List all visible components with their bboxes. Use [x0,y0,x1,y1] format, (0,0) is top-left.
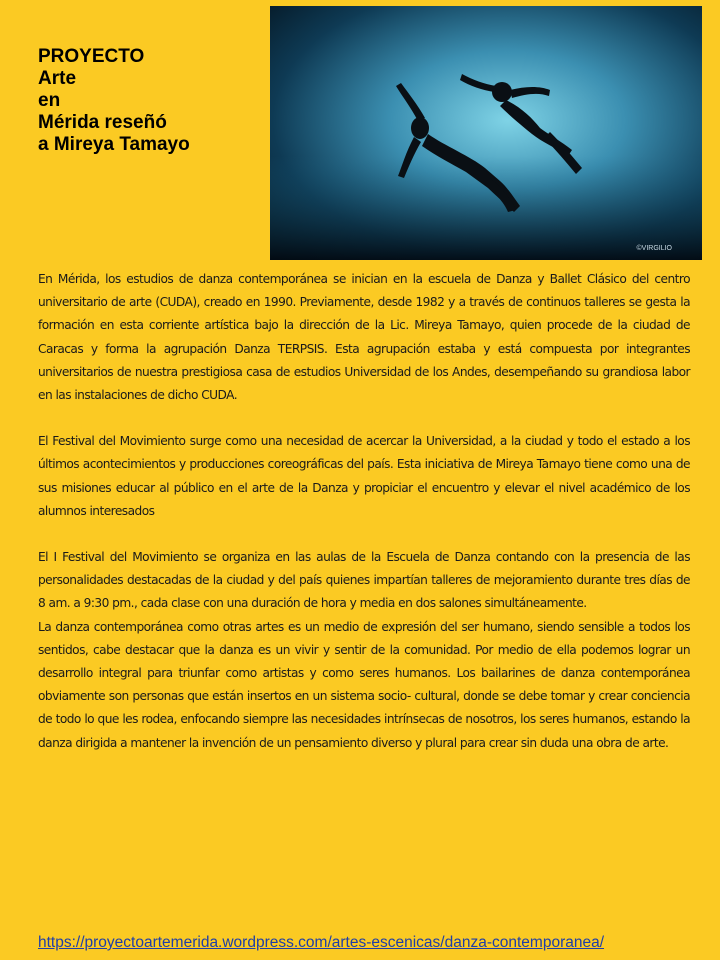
title-line-5: a Mireya Tamayo [38,134,190,155]
paragraph-4: La danza contemporánea como otras artes es un medio de expresión del ser humano, siendo sensible a todos los sentidos, cabe destacar que la danza es un vivir y sentir de la comunidad. Por medio de ella podemos lograr un desarrollo integral para triunfar como artistas y como seres humanos. Los bailarines de danza contemporánea obviamente son personas que están insertos en un sistema socio- cultural, donde se debe tomar y crear conciencia de todo lo que les rodea, enfocando siempre las necesidades intrínsecas de nosotros, los seres humanos, estando la danza dirigida a mantener la invención de un pensamiento diverso y plural para crear sin duda una obra de arte. [38,619,690,750]
title-line-4: Mérida reseñó [38,112,167,133]
source-link[interactable]: https://proyectoartemerida.wordpress.com/artes-escenicas/danza-contemporanea/ [38,934,605,951]
dancers-illustration [270,6,702,260]
paragraph-3: El I Festival del Movimiento se organiza en las aulas de la Escuela de Danza contando con la presencia de las personalidades destacadas de la ciudad y del país quienes impartían talleres de mejoramiento durante tres días de 8 am. a 9:30 pm., cada clase con una duración de hora y media en dos salones simultáneamente. [38,550,690,611]
photo-watermark: ©VIRGILIO [636,245,672,252]
title-line-2: Arte [38,68,77,89]
dancers-photo [270,6,702,260]
title-line-3: en [38,90,61,111]
article-body [38,268,690,755]
paragraph-2: El Festival del Movimiento surge como una necesidad de acercar la Universidad, a la ciudad y todo el estado a los últimos acontecimientos y producciones coreográficas del país. Esta iniciativa de Mireya Tamayo tiene como una de sus misiones educar al público en el arte de la Danza y propiciar el encuentro y elevar el nivel académico de los alumnos interesados [38,434,690,518]
paragraph-1: En Mérida, los estudios de danza contemporánea se inician en la escuela de Danza y Ballet Clásico del centro universitario de arte (CUDA), creado en 1990. Previamente, desde 1982 y a través de continuos talleres se gesta la formación en esta corriente artística bajo la dirección de la Lic. Mireya Tamayo, quien procede de la ciudad de Caracas y forma la agrupación Danza TERPSIS. Esta agrupación estaba y está compuesta por integrantes universitarios de nuestra prestigiosa casa de estudios Universidad de los Andes, desempeñando su grandiosa labor en las instalaciones de dicho CUDA. [38,272,690,403]
page-title [38,46,190,156]
title-line-1: PROYECTO [38,46,145,67]
